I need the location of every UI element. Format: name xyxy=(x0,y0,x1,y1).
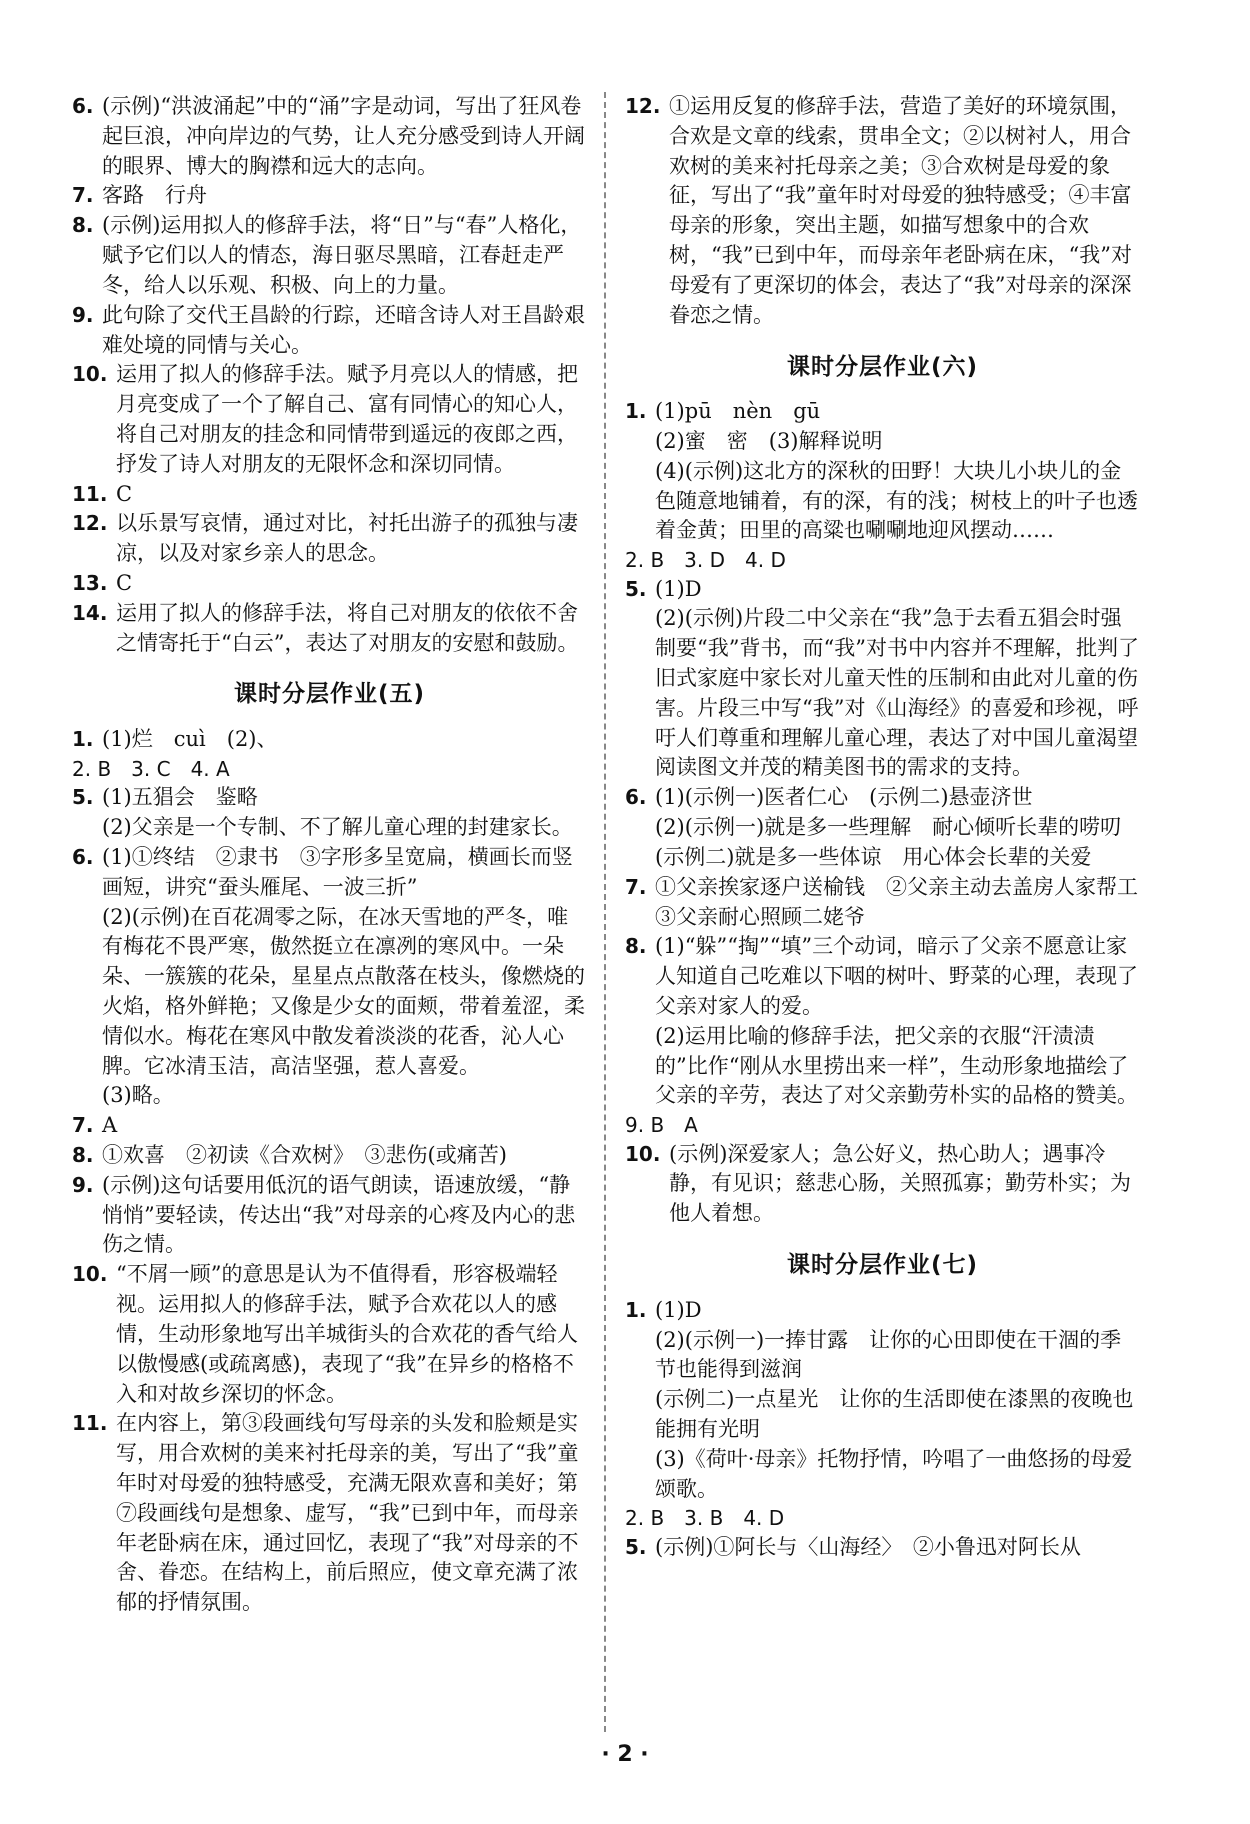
answer-line: 2. B 3. B 4. D xyxy=(625,1506,785,1531)
answer-item: 14. 运用了拟人的修辞手法，将自己对朋友的依依不舍之情寄托于“白云”，表达了对朋友的安慰和鼓励。 xyxy=(72,600,579,655)
page-number: · 2 · xyxy=(601,1742,649,1767)
section-title-6: 课时分层作业(六) xyxy=(786,353,979,380)
answer-item: 12. 以乐景写哀情，通过对比，衬托出游子的孤独与凄凉，以及对家乡亲人的思念。 xyxy=(72,511,578,566)
answer-item: 1. (1)pū nèn gū (2)蜜 密 (3)解释说明 (4)(示例)这北方的深秋的田野！大块儿小块儿的金色随意地铺着，有的深，有的浅；树枝上的叶子也透着金黄；田里的高粱也唰唰地迎风摆动…… xyxy=(625,399,1138,543)
answers-6-to-14 xyxy=(72,92,587,658)
answer-item: 6. (示例)“洪波涌起”中的“涌”字是动词，写出了狂风卷起巨浪，冲向岸边的气势，让人充分感受到诗人开阔的眼界、博大的胸襟和远大的志向。 xyxy=(72,94,585,178)
answer-item: 13. C xyxy=(72,571,133,595)
section-7-answers xyxy=(625,1296,1140,1563)
answer-item: 12. ①运用反复的修辞手法，营造了美好的环境氛围，合欢是文章的线索，贯串全文；②以树衬人，用合欢树的美来衬托母亲之美；③合欢树是母爱的象征，写出了“我”童年时对母爱的独特感受；④丰富母亲的形象，突出主题，如描写想象中的合欢树，“我”已到中年，而母亲年老卧病在床，“我”对母爱有了更深切的体会，表达了“我”对母亲的深深眷恋之情。 xyxy=(625,94,1132,327)
answer-item: 5. (示例)①阿长与〈山海经〉 ②小鲁迅对阿长从 xyxy=(625,1534,1081,1559)
answer-item: 8. ①欢喜 ②初读《合欢树》 ③悲伤(或痛苦) xyxy=(72,1143,507,1168)
answer-item: 7. A xyxy=(72,1113,118,1138)
answer-item: 11. C xyxy=(72,481,133,506)
section-title-7: 课时分层作业(七) xyxy=(786,1252,979,1279)
answer-line: 2. B 3. D 4. D xyxy=(625,548,786,573)
answer-item: 8. (1)“躲”“掏”“填”三个动词，暗示了父亲不愿意让家人知道自己吃难以下咽的树叶、野菜的心理，表现了父亲对家人的爱。 (2)运用比喻的修辞手法，把父亲的衣服“汗渍渍的”比作“刚从水里捞出来一样”，生动形象地描绘了父亲的辛劳，表达了对父亲勤劳朴实的品格的赞美。 xyxy=(625,934,1138,1108)
answer-item: 10. (示例)深爱家人；急公好义，热心助人；遇事冷静，有见识；慈悲心肠，关照孤寡；勤劳朴实；为他人着想。 xyxy=(625,1141,1131,1226)
answer-item: 1. (1)烂 cuì (2)、 xyxy=(72,727,278,752)
answer-item: 7. ①父亲挨家逐户送榆钱 ②父亲主动去盖房人家帮工 ③父亲耐心照顾二姥爷 xyxy=(625,874,1159,929)
answer-item: 5. (1)D (2)(示例)片段二中父亲在“我”急于去看五猖会时强制要“我”背书，而“我”对书中内容并不理解，批判了旧式家庭中家长对儿童天性的压制和由此对儿童的伤害。片段三中写“我”对《山海经》的喜爱和珍视，呼吁人们尊重和理解儿童心理，表达了对中国儿童渴望阅读图文并茂的精美图书的需求的支持。 xyxy=(625,576,1139,780)
section-5-answers xyxy=(72,725,587,1618)
answer-item: 1. (1)D (2)(示例一)一捧甘露 让你的心田即使在干涸的季节也能得到滋润 (示例二)一点星光 让你的生活即使在漆黑的夜晚也能拥有光明 (3)《荷叶·母亲》托物抒情，吟唱了一曲悠扬的母爱颂歌。 xyxy=(625,1297,1134,1501)
section-6-answers xyxy=(625,397,1159,1229)
column-divider xyxy=(604,92,606,1732)
answer-item: 10. 运用了拟人的修辞手法。赋予月亮以人的情感，把月亮变成了一个了解自己、富有同情心的知心人，将自己对朋友的挂念和同情带到遥远的夜郎之西，抒发了诗人对朋友的无限怀念和深切同情。 xyxy=(72,362,578,476)
answer-item: 9. 此句除了交代王昌龄的行踪，还暗含诗人对王昌龄艰难处境的同情与关心。 xyxy=(72,302,585,357)
answer-item: 6. (1)①终结 ②隶书 ③字形多呈宽扁，横画长而竖画短，讲究“蚕头雁尾、一波三折” (2)(示例)在百花凋零之际，在冰天雪地的严冬，唯有梅花不畏严寒，傲然挺立在凛冽的寒风中。一朵朵、一簇簇的花朵，星星点点散落在枝头，像燃烧的火焰，格外鲜艳；又像是少女的面颊，带着羞涩，柔情似水。梅花在寒风中散发着淡淡的花香，沁人心脾。它冰清玉洁，高洁坚强，惹人喜爱。 (3)略。 xyxy=(72,844,585,1108)
answer-item: 9. (示例)这句话要用低沉的语气朗读，语速放缓，“静悄悄”要轻读，传达出“我”对母亲的心疼及内心的悲伤之情。 xyxy=(72,1172,576,1257)
answer-line: 2. B 3. C 4. A xyxy=(72,756,230,781)
answer-item: 11. 在内容上，第③段画线句写母亲的头发和脸颊是实写，用合欢树的美来衬托母亲的美，写出了“我”童年时对母爱的独特感受，充满无限欢喜和美好；第⑦段画线句是想象、虚写，“我”已到中年，而母亲年老卧病在床，通过回忆，表现了“我”对母亲的不舍、眷恋。在结构上，前后照应，使文章充满了浓郁的抒情氛围。 xyxy=(72,1411,579,1615)
left-column xyxy=(72,92,587,1618)
answer-item: 10. “不屑一顾”的意思是认为不值得看，形容极端轻视。运用拟人的修辞手法，赋予合欢花以人的感情，生动形象地写出羊城街头的合欢花的香气给人以傲慢感(或疏离感)，表现了“我”在异乡的格格不入和对故乡深切的怀念。 xyxy=(72,1262,578,1406)
answer-item: 6. (1)(示例一)医者仁心 (示例二)悬壶济世 (2)(示例一)就是多一些理解 耐心倾听长辈的唠叨 (示例二)就是多一些体谅 用心体会长辈的关爱 xyxy=(625,785,1122,869)
answer-item: 5. (1)五猖会 鉴略 (2)父亲是一个专制、不了解儿童心理的封建家长。 xyxy=(72,785,573,840)
answer-item: 8. (示例)运用拟人的修辞手法，将“日”与“春”人格化，赋予它们以人的情态，海日驱尽黑暗，江春赶走严冬，给人以乐观、积极、向上的力量。 xyxy=(72,213,582,297)
right-column xyxy=(625,92,1159,1563)
answer-line: 9. B A xyxy=(625,1113,698,1138)
section-title-5: 课时分层作业(五) xyxy=(233,681,426,708)
answer-item: 7. 客路 行舟 xyxy=(72,183,207,208)
